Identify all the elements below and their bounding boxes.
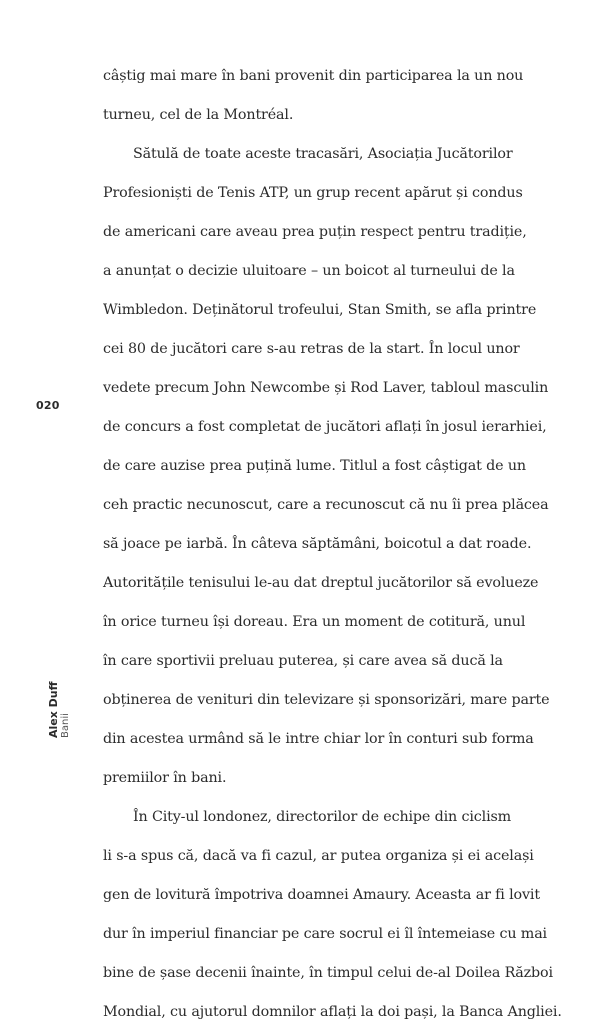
line: turneu, cel de la Montréal. bbox=[103, 106, 294, 123]
line: bine de șase decenii înainte, în timpul celui de-al Doilea Război bbox=[103, 964, 553, 981]
line: de care auzise prea puțină lume. Titlul a fost câștigat de un bbox=[103, 457, 526, 474]
line: Autoritățile tenisului le-au dat dreptul jucătorilor să evolueze bbox=[103, 574, 539, 591]
line: cei 80 de jucători care s-au retras de la start. În locul unor bbox=[103, 340, 520, 357]
paragraph-1 bbox=[103, 47, 573, 125]
paragraph-3 bbox=[103, 788, 573, 1022]
line: în orice turneu își doreau. Era un moment de cotitură, unul bbox=[103, 613, 526, 630]
line: din acestea urmând să le intre chiar lor în conturi sub forma bbox=[103, 730, 534, 747]
body-text bbox=[103, 47, 573, 1022]
line: vedete precum John Newcombe și Rod Laver, tabloul masculin bbox=[103, 379, 549, 396]
line: să joace pe iarbă. În câteva săptămâni, boicotul a dat roade. bbox=[103, 535, 532, 552]
line: Profesioniști de Tenis ATP, un grup recent apărut și condus bbox=[103, 184, 523, 201]
line: câștig mai mare în bani provenit din participarea la un nou bbox=[103, 67, 524, 84]
line: de americani care aveau prea puțin respect pentru tradiție, bbox=[103, 223, 527, 240]
line: a anunțat o decizie uluitoare – un boicot al turneului de la bbox=[103, 262, 515, 279]
page-number: 020 bbox=[36, 399, 60, 412]
line: premiilor în bani. bbox=[103, 769, 227, 786]
line: Wimbledon. Deținătorul trofeului, Stan Smith, se afla printre bbox=[103, 301, 537, 318]
line: Mondial, cu ajutorul domnilor aflați la doi pași, la Banca Angliei. bbox=[103, 1003, 562, 1020]
line: dur în imperiul financiar pe care socrul ei îl întemeiase cu mai bbox=[103, 925, 547, 942]
line: Sătulă de toate aceste tracasări, Asociația Jucătorilor bbox=[133, 145, 513, 162]
line: obținerea de venituri din televizare și sponsorizări, mare parte bbox=[103, 691, 550, 708]
running-head bbox=[47, 681, 72, 738]
line: ceh practic necunoscut, care a recunoscut că nu îi prea plăcea bbox=[103, 496, 549, 513]
line: gen de lovitură împotriva doamnei Amaury. Aceasta ar fi lovit bbox=[103, 886, 540, 903]
line: de concurs a fost completat de jucători aflați în josul ierarhiei, bbox=[103, 418, 547, 435]
running-head-book-title: Banii bbox=[60, 713, 71, 738]
paragraph-2 bbox=[103, 125, 573, 788]
line: în care sportivii preluau puterea, și care avea să ducă la bbox=[103, 652, 503, 669]
running-head-author: Alex Duff bbox=[47, 681, 60, 738]
line: În City-ul londonez, directorilor de echipe din ciclism bbox=[133, 808, 512, 825]
line: li s-a spus că, dacă va fi cazul, ar putea organiza și ei același bbox=[103, 847, 534, 864]
